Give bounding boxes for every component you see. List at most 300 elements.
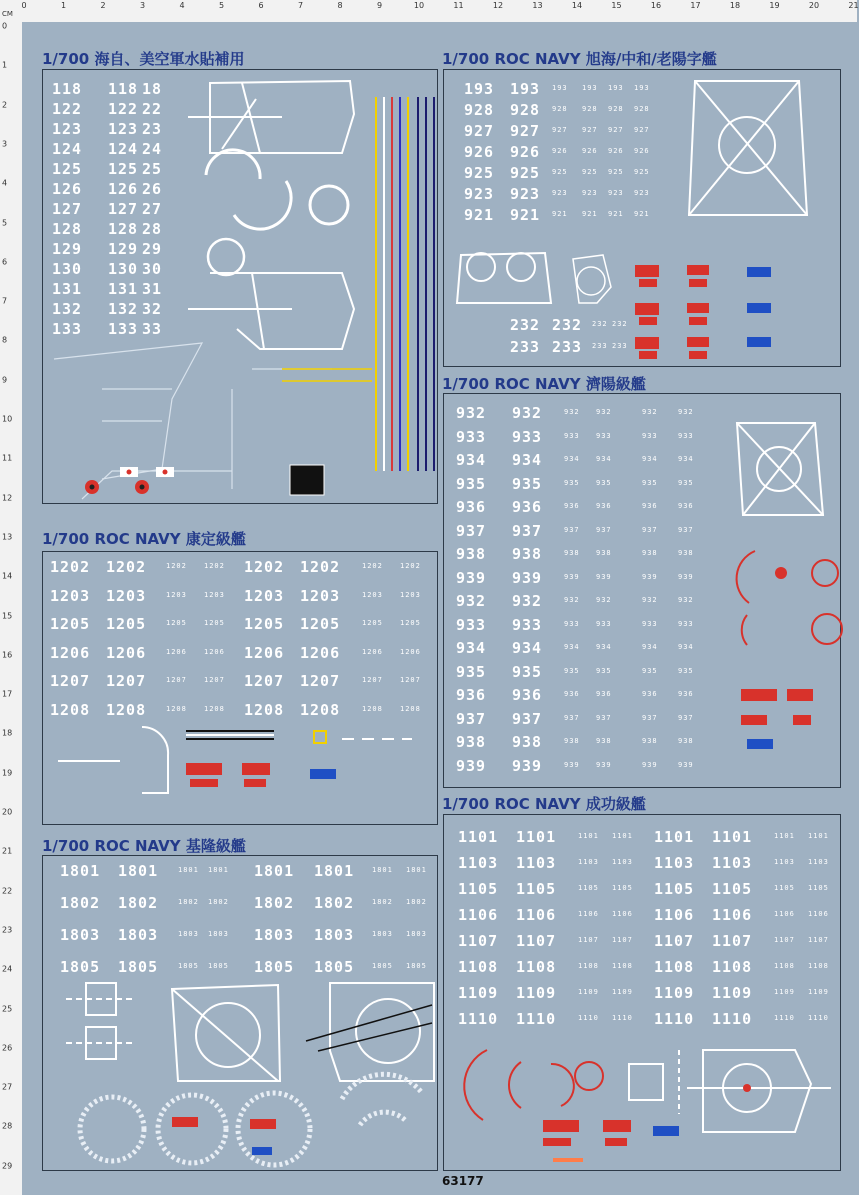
ruler-top-tick: 21 (848, 1, 859, 10)
ji-yang-number-small: 936 (642, 502, 658, 510)
kang-ding-number: 1202 (106, 558, 147, 576)
xu-hai-number: 232 (552, 316, 583, 334)
keelung-number: 1803 (314, 926, 355, 944)
kang-ding-number-small: 1202 (166, 562, 187, 570)
ji-yang-number-small: 935 (678, 478, 694, 487)
cheng-kung-number-small: 1105 (808, 884, 829, 892)
cheng-kung-number: 1103 (654, 854, 695, 872)
xu-hai-number-small: 923 (634, 189, 650, 197)
kang-ding-number: 1208 (244, 700, 285, 719)
ruler-left-tick: 16 (2, 650, 13, 660)
cheng-kung-number-small: 1110 (578, 1014, 599, 1022)
ruler-left-tick: 22 (2, 886, 13, 896)
ji-yang-number: 934 (456, 451, 487, 469)
ji-yang-number-small: 936 (596, 690, 612, 698)
kang-ding-number-small: 1205 (400, 619, 421, 627)
xu-hai-number-small: 921 (634, 210, 650, 218)
jmsdf-number: 131 (52, 280, 83, 298)
ji-yang-number-small: 935 (564, 666, 580, 675)
keelung-number-small: 1803 (178, 930, 199, 938)
kang-ding-number-small: 1203 (400, 590, 421, 599)
kang-ding-number: 1205 (300, 615, 341, 633)
ji-yang-number-small: 932 (678, 596, 694, 604)
section-title-xu-hai: 1/700 ROC NAVY 旭海/中和/老陽字艦 (442, 50, 717, 68)
xu-hai-number-small: 921 (552, 210, 568, 218)
keelung-number-small: 1801 (372, 866, 393, 874)
kang-ding-number-small: 1203 (204, 590, 225, 599)
ruler-left-tick: 6 (2, 257, 8, 267)
kang-ding-number: 1206 (106, 643, 147, 662)
ji-yang-number: 938 (512, 733, 543, 751)
xu-hai-number-small: 923 (582, 189, 598, 197)
xu-hai-number: 925 (464, 164, 495, 182)
ji-yang-number: 937 (512, 521, 543, 540)
xu-hai-number-small: 232 (592, 320, 608, 328)
kang-ding-number: 1203 (300, 586, 341, 605)
ruler-left-tick: 15 (2, 611, 13, 620)
product-code: 63177 (442, 1174, 484, 1188)
cheng-kung-number-small: 1107 (774, 936, 795, 944)
cheng-kung-number-small: 1107 (612, 936, 633, 944)
cheng-kung-number-small: 1109 (578, 988, 599, 996)
ji-yang-number-small: 937 (678, 525, 694, 534)
ji-yang-number-small: 936 (642, 690, 658, 698)
kang-ding-number: 1203 (106, 586, 147, 605)
cheng-kung-number-small: 1108 (612, 962, 633, 970)
ji-yang-number-small: 934 (564, 455, 580, 463)
kang-ding-number: 1202 (244, 558, 285, 576)
xu-hai-artwork (443, 69, 839, 365)
ruler-unit: CM (2, 10, 13, 18)
cheng-kung-number-small: 1108 (774, 962, 795, 970)
ji-yang-number: 932 (512, 404, 543, 422)
kang-ding-number: 1202 (300, 558, 341, 576)
kang-ding-number-small: 1205 (362, 619, 383, 627)
kang-ding-number: 1207 (244, 672, 285, 690)
ruler-left-tick: 24 (2, 964, 13, 974)
cheng-kung-number: 1107 (458, 932, 499, 950)
ji-yang-number: 935 (456, 662, 487, 681)
ji-yang-number-small: 934 (642, 455, 658, 463)
ruler-left-tick: 3 (2, 139, 8, 149)
keelung-number: 1802 (254, 894, 295, 912)
kang-ding-number: 1205 (106, 615, 147, 633)
ruler-left-tick: 20 (2, 807, 13, 817)
cheng-kung-number-small: 1105 (774, 884, 795, 892)
ji-yang-number-small: 935 (642, 666, 658, 675)
ji-yang-number-small: 934 (596, 643, 612, 651)
ji-yang-number-small: 935 (596, 666, 612, 675)
cheng-kung-number: 1108 (712, 958, 753, 976)
ruler-left-tick: 23 (2, 925, 13, 935)
kang-ding-number-small: 1203 (166, 590, 187, 599)
cheng-kung-number-small: 1103 (808, 858, 829, 866)
ruler-top-tick: 2 (100, 1, 106, 10)
kang-ding-number: 1207 (106, 672, 147, 690)
ji-yang-number-small: 933 (678, 431, 694, 440)
ji-yang-number: 936 (456, 686, 487, 704)
xu-hai-number-small: 193 (634, 84, 650, 92)
cheng-kung-number: 1103 (458, 854, 499, 872)
ji-yang-number-small: 934 (564, 643, 580, 651)
ji-yang-number-small: 933 (564, 431, 580, 440)
ji-yang-number-small: 932 (642, 408, 658, 416)
xu-hai-number: 927 (464, 122, 495, 140)
ji-yang-number: 938 (512, 545, 543, 563)
ji-yang-number-small: 937 (642, 713, 658, 722)
cheng-kung-number: 1109 (654, 984, 695, 1002)
jmsdf-number: 132 (108, 300, 139, 318)
xu-hai-number-small: 928 (608, 105, 624, 113)
ji-yang-number-small: 939 (564, 760, 580, 769)
ji-yang-number: 934 (456, 639, 487, 657)
kang-ding-number-small: 1208 (204, 704, 225, 713)
ruler-top-tick: 3 (139, 1, 146, 10)
xu-hai-number-small: 921 (608, 210, 624, 218)
ji-yang-number: 936 (512, 498, 543, 516)
jmsdf-number: 124 (108, 140, 139, 158)
cheng-kung-number: 1105 (654, 880, 695, 898)
cheng-kung-number: 1108 (458, 958, 499, 976)
cheng-kung-number-small: 1110 (612, 1014, 633, 1022)
cheng-kung-number: 1107 (654, 932, 695, 950)
ji-yang-number-small: 939 (678, 572, 694, 581)
ji-yang-number: 932 (456, 592, 487, 610)
kang-ding-number: 1205 (244, 615, 285, 633)
cheng-kung-number-small: 1110 (774, 1014, 795, 1022)
ruler-left-tick: 7 (2, 296, 8, 306)
jmsdf-number: 125 (108, 160, 139, 178)
keelung-number: 1801 (254, 862, 295, 880)
xu-hai-number: 926 (510, 143, 541, 161)
jmsdf-number: 123 (108, 120, 139, 138)
xu-hai-number-small: 193 (582, 84, 598, 92)
keelung-number-small: 1802 (208, 898, 229, 906)
kang-ding-number-small: 1207 (166, 676, 187, 684)
keelung-number-small: 1805 (406, 962, 427, 970)
ji-yang-number-small: 934 (678, 643, 694, 651)
jmsdf-number-short: 25 (142, 160, 163, 178)
ji-yang-number: 933 (456, 615, 487, 634)
xu-hai-number: 193 (510, 80, 541, 98)
ji-yang-number: 933 (512, 427, 543, 446)
jmsdf-artwork (42, 69, 436, 502)
cheng-kung-artwork (443, 814, 839, 1169)
keelung-number: 1805 (254, 958, 295, 976)
ji-yang-number: 939 (512, 568, 543, 587)
ji-yang-number: 935 (456, 474, 487, 493)
kang-ding-number: 1206 (244, 643, 285, 662)
cheng-kung-number-small: 1106 (578, 910, 599, 918)
cheng-kung-number-small: 1103 (612, 858, 633, 866)
ji-yang-number-small: 934 (678, 455, 694, 463)
cheng-kung-number: 1101 (516, 828, 557, 846)
keelung-number: 1803 (254, 926, 295, 944)
ruler-left-tick: 29 (2, 1161, 13, 1171)
ruler-left-tick: 10 (2, 414, 13, 424)
ruler-top-tick: 10 (413, 1, 425, 10)
ji-yang-number: 939 (456, 568, 487, 587)
ji-yang-artwork (443, 393, 839, 786)
cheng-kung-number: 1106 (654, 906, 695, 924)
ji-yang-number-small: 936 (564, 502, 580, 510)
xu-hai-number-small: 925 (552, 168, 568, 176)
cheng-kung-number: 1106 (516, 906, 557, 924)
keelung-number: 1801 (314, 862, 355, 880)
keelung-number-small: 1803 (208, 930, 229, 938)
ji-yang-number: 935 (512, 474, 543, 493)
ji-yang-number-small: 932 (596, 596, 612, 604)
keelung-number-small: 1803 (372, 930, 393, 938)
xu-hai-number-small: 928 (634, 105, 650, 113)
xu-hai-number: 233 (552, 338, 583, 356)
kang-ding-number: 1202 (50, 558, 91, 576)
kang-ding-number-small: 1208 (400, 704, 421, 713)
decal-sheet (22, 22, 857, 1195)
xu-hai-number-small: 927 (634, 126, 650, 134)
kang-ding-number-small: 1202 (362, 562, 383, 570)
kang-ding-number-small: 1205 (166, 619, 187, 627)
ji-yang-number: 934 (512, 451, 543, 469)
ruler-left-tick: 5 (2, 218, 8, 227)
keelung-number: 1802 (118, 894, 159, 912)
keelung-number-small: 1801 (208, 866, 229, 874)
ji-yang-number-small: 938 (596, 737, 612, 745)
kang-ding-number: 1208 (300, 700, 341, 719)
ruler-top-tick: 16 (650, 1, 662, 10)
ruler-top-tick: 11 (453, 1, 464, 10)
cheng-kung-number-small: 1107 (578, 936, 599, 944)
kang-ding-number: 1207 (300, 672, 341, 690)
xu-hai-number-small: 925 (634, 168, 650, 176)
ji-yang-number: 932 (456, 404, 487, 422)
kang-ding-number-small: 1206 (400, 647, 421, 656)
xu-hai-number: 232 (510, 316, 541, 334)
cheng-kung-number-small: 1101 (774, 832, 795, 840)
keelung-number: 1805 (60, 958, 101, 976)
cheng-kung-number: 1107 (712, 932, 753, 950)
jmsdf-number: 127 (108, 200, 139, 218)
ji-yang-number-small: 935 (596, 478, 612, 487)
ji-yang-number-small: 939 (642, 760, 658, 769)
cheng-kung-number-small: 1110 (808, 1014, 829, 1022)
xu-hai-number-small: 927 (582, 126, 598, 134)
jmsdf-number: 118 (52, 80, 83, 98)
jmsdf-number: 128 (108, 220, 139, 238)
jmsdf-number: 126 (52, 180, 83, 198)
xu-hai-number-small: 925 (608, 168, 624, 176)
cheng-kung-number: 1108 (516, 958, 557, 976)
ji-yang-number-small: 933 (564, 619, 580, 628)
ruler-top-tick: 8 (337, 1, 343, 10)
kang-ding-number: 1207 (50, 672, 91, 690)
ji-yang-number-small: 937 (596, 713, 612, 722)
ruler-top-tick: 12 (492, 1, 504, 10)
ji-yang-number-small: 932 (564, 596, 580, 604)
ji-yang-number-small: 938 (642, 737, 658, 745)
ruler-top-tick: 20 (808, 1, 820, 10)
xu-hai-number-small: 926 (552, 147, 568, 155)
ji-yang-number: 939 (512, 756, 543, 775)
section-title-keelung: 1/700 ROC NAVY 基隆級艦 (42, 837, 246, 855)
cheng-kung-number-small: 1103 (578, 858, 599, 866)
keelung-number-small: 1801 (178, 866, 199, 874)
kang-ding-number: 1208 (106, 700, 147, 719)
xu-hai-number-small: 927 (608, 126, 624, 134)
section-title-ji-yang: 1/700 ROC NAVY 濟陽級艦 (442, 375, 646, 393)
ruler-left-tick: 26 (2, 1043, 13, 1053)
ruler-left-tick: 11 (2, 453, 13, 463)
xu-hai-number: 923 (464, 185, 495, 203)
ji-yang-number-small: 937 (642, 525, 658, 534)
ruler-left-tick: 4 (2, 178, 8, 188)
jmsdf-number-short: 26 (142, 180, 163, 198)
ruler-top-tick: 5 (218, 1, 225, 10)
cheng-kung-number: 1110 (458, 1010, 499, 1028)
cheng-kung-number-small: 1106 (774, 910, 795, 918)
jmsdf-number-short: 30 (142, 260, 163, 278)
top-ruler (0, 0, 857, 23)
keelung-number: 1803 (60, 926, 101, 944)
jmsdf-number: 123 (52, 120, 83, 138)
ruler-left-tick: 14 (2, 571, 13, 581)
ji-yang-number: 934 (512, 639, 543, 657)
ji-yang-number-small: 934 (596, 455, 612, 463)
ji-yang-number-small: 938 (678, 737, 694, 745)
ji-yang-number-small: 937 (564, 713, 580, 722)
ji-yang-number-small: 938 (678, 549, 694, 557)
jmsdf-number-short: 31 (142, 280, 163, 298)
cheng-kung-number-small: 1106 (808, 910, 829, 918)
xu-hai-number: 926 (464, 143, 495, 161)
ji-yang-number-small: 932 (564, 408, 580, 416)
jmsdf-number: 128 (52, 220, 83, 238)
kang-ding-artwork (42, 551, 436, 823)
xu-hai-number-small: 923 (608, 189, 624, 197)
ji-yang-number-small: 933 (642, 619, 658, 628)
section-title-jmsdf: 1/700 海自、美空軍水貼補用 (42, 50, 245, 68)
ruler-left-tick: 28 (2, 1121, 13, 1131)
cheng-kung-number-small: 1106 (612, 910, 633, 918)
ruler-left-tick: 12 (2, 493, 13, 503)
keelung-number: 1805 (118, 958, 159, 976)
keelung-number: 1803 (118, 926, 159, 944)
ji-yang-number-small: 937 (678, 713, 694, 722)
jmsdf-number: 126 (108, 180, 139, 198)
ji-yang-number: 937 (456, 709, 487, 728)
xu-hai-number: 928 (464, 101, 495, 119)
kang-ding-number-small: 1207 (400, 676, 421, 684)
ji-yang-number-small: 939 (596, 760, 612, 769)
jmsdf-number-short: 18 (142, 80, 163, 98)
cheng-kung-number: 1108 (654, 958, 695, 976)
xu-hai-number-small: 926 (608, 147, 624, 155)
keelung-artwork (42, 855, 436, 1169)
ji-yang-number: 937 (512, 709, 543, 728)
kang-ding-number: 1206 (50, 643, 91, 662)
keelung-number-small: 1801 (406, 866, 427, 874)
cheng-kung-number-small: 1109 (808, 988, 829, 996)
kang-ding-number-small: 1208 (362, 704, 383, 713)
ji-yang-number-small: 937 (596, 525, 612, 534)
ruler-left-tick: 17 (2, 689, 13, 699)
cheng-kung-number: 1106 (458, 906, 499, 924)
ruler-left-tick: 1 (2, 60, 8, 70)
cheng-kung-number-small: 1101 (612, 832, 633, 840)
ruler-left-tick: 18 (2, 728, 13, 738)
ji-yang-number-small: 935 (642, 478, 658, 487)
cheng-kung-number-small: 1108 (808, 962, 829, 970)
keelung-number-small: 1802 (372, 898, 393, 906)
cheng-kung-number: 1109 (516, 984, 557, 1002)
kang-ding-number-small: 1206 (166, 647, 187, 656)
kang-ding-number-small: 1202 (400, 562, 421, 570)
cheng-kung-number: 1110 (516, 1010, 557, 1028)
ruler-top-tick: 6 (258, 1, 264, 10)
jmsdf-number-short: 32 (142, 300, 163, 318)
ji-yang-number-small: 932 (678, 408, 694, 416)
keelung-number: 1801 (60, 862, 101, 880)
keelung-number-small: 1805 (208, 962, 229, 970)
jmsdf-number: 131 (108, 280, 139, 298)
ji-yang-number-small: 938 (596, 549, 612, 557)
keelung-number: 1802 (314, 894, 355, 912)
keelung-number-small: 1803 (406, 930, 427, 938)
cheng-kung-number: 1107 (516, 932, 557, 950)
cheng-kung-number-small: 1101 (578, 832, 599, 840)
ji-yang-number: 936 (512, 686, 543, 704)
cheng-kung-number: 1109 (458, 984, 499, 1002)
ruler-left-tick: 21 (2, 846, 13, 856)
cheng-kung-number: 1103 (712, 854, 753, 872)
keelung-number: 1805 (314, 958, 355, 976)
section-title-kang-ding: 1/700 ROC NAVY 康定級艦 (42, 530, 246, 548)
jmsdf-number: 127 (52, 200, 83, 218)
ruler-top-tick: 1 (60, 1, 67, 10)
ruler-top-tick: 14 (571, 1, 583, 10)
ji-yang-number: 937 (456, 521, 487, 540)
ji-yang-number-small: 939 (564, 572, 580, 581)
cheng-kung-number: 1101 (712, 828, 753, 846)
keelung-number-small: 1805 (372, 962, 393, 970)
xu-hai-number-small: 927 (552, 126, 568, 134)
keelung-number-small: 1802 (178, 898, 199, 906)
ji-yang-number: 935 (512, 662, 543, 681)
ji-yang-number-small: 938 (564, 549, 580, 557)
cheng-kung-number: 1109 (712, 984, 753, 1002)
ji-yang-number-small: 936 (678, 690, 694, 698)
xu-hai-number: 927 (510, 122, 541, 140)
ruler-left-tick: 13 (2, 532, 13, 542)
ji-yang-number-small: 933 (642, 431, 658, 440)
jmsdf-number: 118 (108, 80, 139, 98)
ji-yang-number-small: 933 (596, 619, 612, 628)
kang-ding-number-small: 1208 (166, 704, 187, 713)
kang-ding-number: 1203 (50, 586, 91, 605)
ji-yang-number-small: 937 (564, 525, 580, 534)
xu-hai-number: 193 (464, 80, 495, 98)
xu-hai-number-small: 926 (582, 147, 598, 155)
xu-hai-number: 921 (510, 206, 541, 224)
ji-yang-number: 933 (512, 615, 543, 634)
xu-hai-number: 921 (464, 206, 495, 224)
kang-ding-number: 1203 (244, 586, 285, 605)
ruler-left-tick: 8 (2, 335, 8, 345)
cheng-kung-number-small: 1108 (578, 962, 599, 970)
ji-yang-number-small: 933 (678, 619, 694, 628)
ji-yang-number: 933 (456, 427, 487, 446)
ji-yang-number: 938 (456, 545, 487, 563)
